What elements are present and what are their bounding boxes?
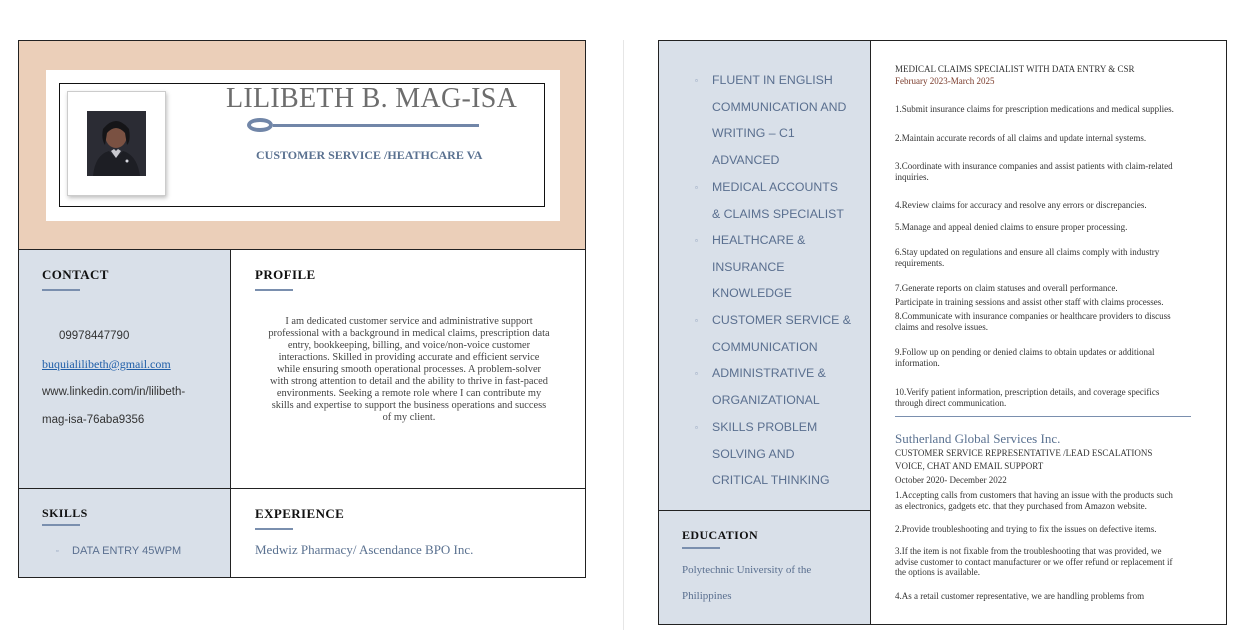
sidebar-skill (712, 227, 862, 307)
skill-line: INSURANCE (712, 259, 785, 274)
heading-underline (42, 289, 80, 291)
job-duty (895, 200, 1147, 211)
skill-line: ORGANIZATIONAL (712, 392, 820, 407)
left-page-border (18, 40, 586, 578)
profile-line: skills and expertise to support the business operations and success (271, 400, 547, 411)
contact-linkedin: www.linkedin.com/in/lilibeth- (42, 386, 186, 398)
sidebar-skill (712, 360, 862, 413)
candidate-name: LILIBETH B. MAG-ISA (226, 83, 518, 114)
profile-heading: PROFILE (255, 267, 316, 282)
sidebar-skill (712, 67, 862, 173)
job-duty (895, 591, 1144, 602)
duty-line: 2.Provide troubleshooting and trying to fix the issues on defective items. (895, 524, 1157, 534)
profile-line: I am dedicated customer service and administrative support (285, 316, 533, 327)
heading-underline (682, 547, 720, 549)
contact-heading: CONTACT (42, 267, 109, 282)
skill-item: DATA ENTRY 45WPM (72, 545, 182, 557)
skills-heading: SKILLS (42, 506, 88, 520)
duty-line: 6.Stay updated on regulations and ensure all claims comply with industry (895, 247, 1160, 257)
education-school: Polytechnic University of the (682, 564, 812, 576)
job-duty (895, 133, 1146, 144)
duty-line: 3.If the item is not fixable from the troubleshooting that was provided, we (895, 546, 1162, 556)
job-duty (895, 104, 1174, 115)
sidebar-skill (712, 414, 862, 494)
skill-line: ADMINISTRATIVE & (712, 366, 826, 380)
bullet-icon: ▫ (56, 547, 59, 555)
bullet-icon: ▫ (695, 423, 698, 432)
duty-line: information. (895, 357, 940, 368)
contact-email-link[interactable]: buquialilibeth@gmail.com (42, 357, 171, 371)
job-duty (895, 347, 1154, 368)
skill-line: COMMUNICATION (712, 339, 818, 354)
duty-line: inquiries. (895, 171, 929, 182)
duty-line: 2.Maintain accurate records of all claims and update internal systems. (895, 133, 1147, 143)
duty-line: 1.Accepting calls from customers that having an issue with the products such (895, 490, 1173, 500)
job-duty (895, 161, 1173, 182)
bullet-icon: ▫ (695, 183, 698, 192)
duty-line: requirements. (895, 257, 945, 268)
profile-line: while ensuring smooth operational processes. A problem-solver (276, 364, 542, 375)
profile-line: entry, bookkeeping, billing, and voice/non-voice customer (287, 340, 531, 351)
duty-line: through direct communication. (895, 397, 1007, 408)
profile-summary (256, 316, 562, 424)
heading-underline (255, 528, 293, 530)
skill-line: CRITICAL THINKING (712, 473, 830, 488)
duty-line: claims and resolve issues. (895, 321, 988, 332)
skill-line: ADVANCED (712, 152, 780, 167)
job-duty (895, 546, 1172, 578)
job-company: Sutherland Global Services Inc. (895, 431, 1061, 446)
sidebar-skill (712, 307, 862, 360)
job-duty (895, 387, 1159, 408)
duty-line: 8.Communicate with insurance companies or healthcare providers to discuss (895, 311, 1171, 321)
job-dates: October 2020- December 2022 (895, 475, 1007, 485)
duty-line: 4.As a retail customer representative, we are handling problems from (895, 591, 1145, 601)
bullet-icon: ▫ (695, 316, 698, 325)
contact-linkedin: mag-isa-76aba9356 (42, 414, 145, 426)
skill-line: COMMUNICATION AND (712, 99, 847, 114)
sidebar-skill (712, 174, 862, 227)
duty-line: the options is available. (895, 567, 980, 577)
skill-line: SOLVING AND (712, 446, 795, 461)
duty-line: 9.Follow up on pending or denied claims to obtain updates or additional (895, 347, 1155, 357)
job-duty (895, 311, 1171, 332)
education-heading: EDUCATION (682, 528, 759, 542)
duty-line: 4.Review claims for accuracy and resolve any errors or discrepancies. (895, 200, 1147, 210)
profile-line: of my client. (382, 412, 436, 423)
skill-line: KNOWLEDGE (712, 286, 792, 301)
bullet-icon: ▫ (695, 76, 698, 85)
profile-line: interactions. Skilled in providing accurate and efficient service (278, 352, 540, 363)
profile-line: with strong attention to detail and the ability to thrive in fast-paced (270, 376, 548, 387)
duty-line: as electronics, gadgets etc. that they purchased from Amazon website. (895, 500, 1147, 511)
job-duty (895, 222, 1127, 233)
skill-line: CUSTOMER SERVICE & (712, 313, 851, 327)
job-duty (895, 490, 1173, 511)
job-title: VOICE, CHAT AND EMAIL SUPPORT (895, 461, 1044, 471)
duty-line: Participate in training sessions and assist other staff with claims processes. (895, 296, 1164, 307)
heading-underline (42, 524, 80, 526)
bullet-icon: ▫ (695, 369, 698, 378)
bullet-icon: ▫ (695, 236, 698, 245)
job-separator (895, 416, 1191, 417)
job-duty (895, 283, 1164, 307)
education-school: Philippines (682, 590, 732, 602)
job-title: CUSTOMER SERVICE REPRESENTATIVE /LEAD ESCALATIONS (895, 448, 1153, 458)
heading-underline (255, 289, 293, 291)
duty-line: advise customer to contact manufacturer or we offer refund or replacement if (895, 556, 1173, 567)
skill-line: WRITING – C1 (712, 126, 795, 141)
job-dates: February 2023-March 2025 (895, 76, 995, 86)
duty-line: 7.Generate reports on claim statuses and overall performance. (895, 283, 1118, 293)
skill-line: SKILLS PROBLEM (712, 420, 818, 434)
skill-line: HEALTHCARE & (712, 233, 806, 247)
experience-heading: EXPERIENCE (255, 506, 345, 521)
job-duty (895, 247, 1159, 268)
job-duty (895, 524, 1156, 535)
duty-line: 1.Submit insurance claims for prescription medications and medical supplies. (895, 104, 1174, 114)
experience-company: Medwiz Pharmacy/ Ascendance BPO Inc. (255, 542, 474, 557)
duty-line: 5.Manage and appeal denied claims to ensure proper processing. (895, 222, 1128, 232)
job-title: MEDICAL CLAIMS SPECIALIST WITH DATA ENTRY & CSR (895, 64, 1135, 74)
profile-line: environments. Seeking a remote role where I can contribute my (276, 388, 542, 399)
skill-line: MEDICAL ACCOUNTS (712, 180, 838, 194)
profile-line: professional with a background in medical claims, prescription data (268, 328, 550, 339)
candidate-subtitle: CUSTOMER SERVICE /HEATHCARE VA (256, 148, 483, 162)
skill-line: FLUENT IN ENGLISH (712, 73, 833, 87)
duty-line: 10.Verify patient information, prescription details, and coverage specifics (895, 387, 1160, 397)
duty-line: 3.Coordinate with insurance companies and assist patients with claim-related (895, 161, 1173, 171)
contact-phone: 09978447790 (59, 330, 130, 342)
page-divider (623, 40, 624, 630)
skill-line: & CLAIMS SPECIALIST (712, 206, 844, 221)
